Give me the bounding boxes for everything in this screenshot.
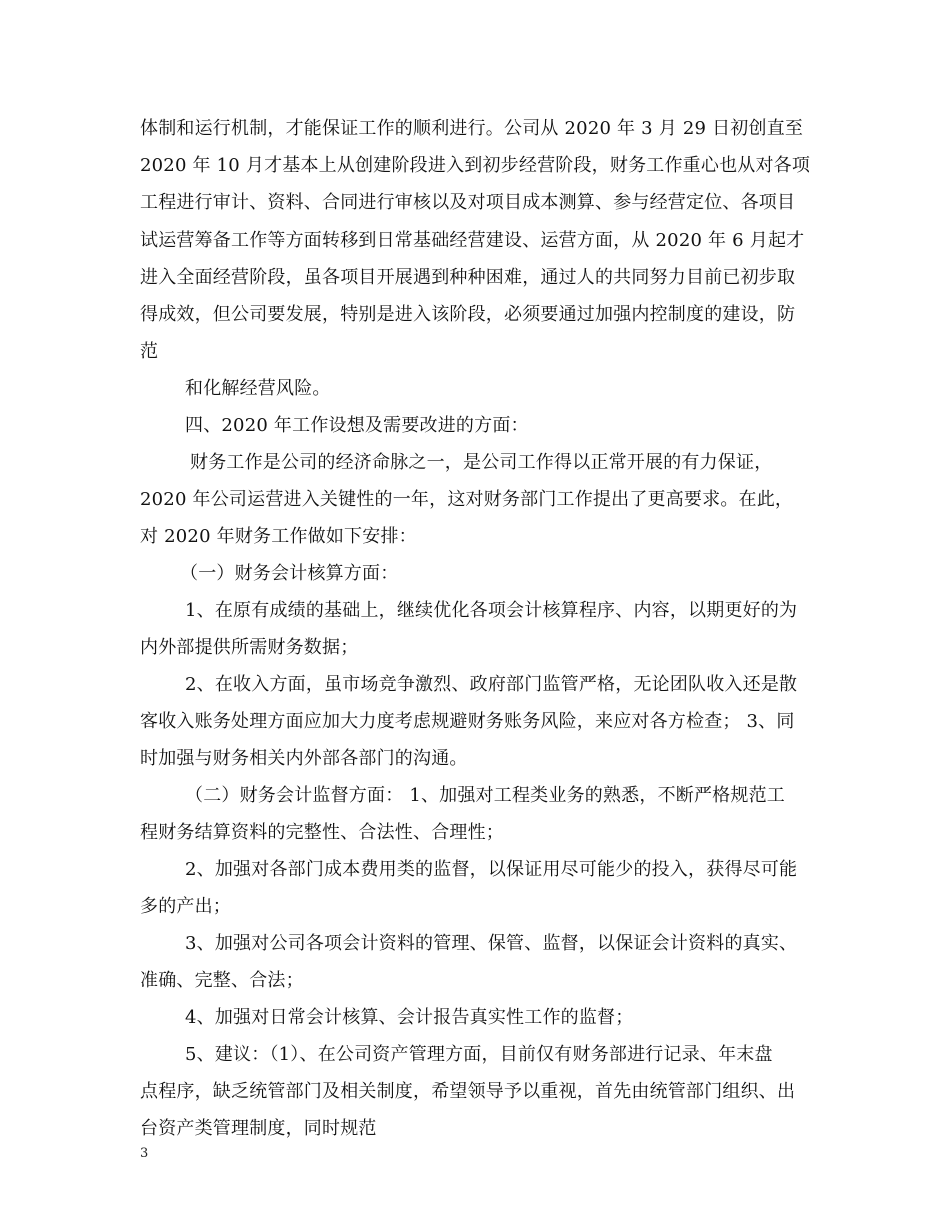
section-heading: 四、2020 年工作设想及需要改进的方面： <box>185 415 529 436</box>
text-line: 2020 年 10 月才基本上从创建阶段进入到初步经营阶段，财务工作重心也从对各项 <box>140 155 811 176</box>
text-line: 范 <box>140 341 159 362</box>
text-line: 客收入账务处理方面应加大力度考虑规避财务账务风险，来应对各方检查； 3、同 <box>140 711 795 732</box>
text-line: 2020 年公司运营进入关键性的一年，这对财务部门工作提出了更高要求。在此， <box>140 489 794 510</box>
text-line: 1、在原有成绩的基础上，继续优化各项会计核算程序、内容，以期更好的为 <box>185 600 798 621</box>
text-line: 进入全面经营阶段，虽各项目开展遇到种种困难，通过人的共同努力目前已初步取 <box>140 267 796 288</box>
text-line: 点程序，缺乏统管部门及相关制度，希望领导予以重视，首先由统管部门组织、出 <box>140 1081 796 1102</box>
text-line: 试运营筹备工作等方面转移到日常基础经营建设、运营方面，从 2020 年 6 月起才 <box>140 230 805 251</box>
text-line: 2、加强对各部门成本费用类的监督，以保证用尽可能少的投入，获得尽可能 <box>185 859 798 880</box>
text-line: 得成效，但公司要发展，特别是进入该阶段，必须要通过加强内控制度的建设，防 <box>140 304 796 325</box>
subsection-heading: （二）财务会计监督方面： 1、加强对工程类业务的熟悉，不断严格规范工 <box>185 785 785 806</box>
text-line: 多的产出； <box>140 896 231 917</box>
text-line: 3、加强对公司各项会计资料的管理、保管、监督，以保证会计资料的真实、 <box>185 933 798 954</box>
text-line: 台资产类管理制度，同时规范 <box>140 1118 377 1139</box>
text-line: 内外部提供所需财务数据； <box>140 637 359 658</box>
text-line: 2、在收入方面，虽市场竞争激烈、政府部门监管严格，无论团队收入还是散 <box>185 674 798 695</box>
text-line: 时加强与财务相关内外部各部门的沟通。 <box>140 748 468 769</box>
text-line: 财务工作是公司的经济命脉之一，是公司工作得以正常开展的有力保证， <box>190 452 773 473</box>
text-line: 和化解经营风险。 <box>185 378 331 399</box>
subsection-heading: （一）财务会计核算方面： <box>180 563 399 584</box>
text-line: 体制和运行机制，才能保证工作的顺利进行。公司从 2020 年 3 月 29 日初创直至 <box>140 118 804 139</box>
text-line: 5、建议：（1）、在公司资产管理方面，目前仅有财务部进行记录、年末盘 <box>185 1044 773 1065</box>
text-line: 对 2020 年财务工作做如下安排： <box>140 526 417 547</box>
text-line: 工程进行审计、资料、合同进行审核以及对项目成本测算、参与经营定位、各项目 <box>140 192 796 213</box>
text-line: 程财务结算资料的完整性、合法性、合理性； <box>140 822 504 843</box>
page-number: 3 <box>140 1146 149 1161</box>
text-line: 准确、完整、合法； <box>140 970 304 991</box>
text-line: 4、加强对日常会计核算、会计报告真实性工作的监督； <box>185 1007 634 1028</box>
